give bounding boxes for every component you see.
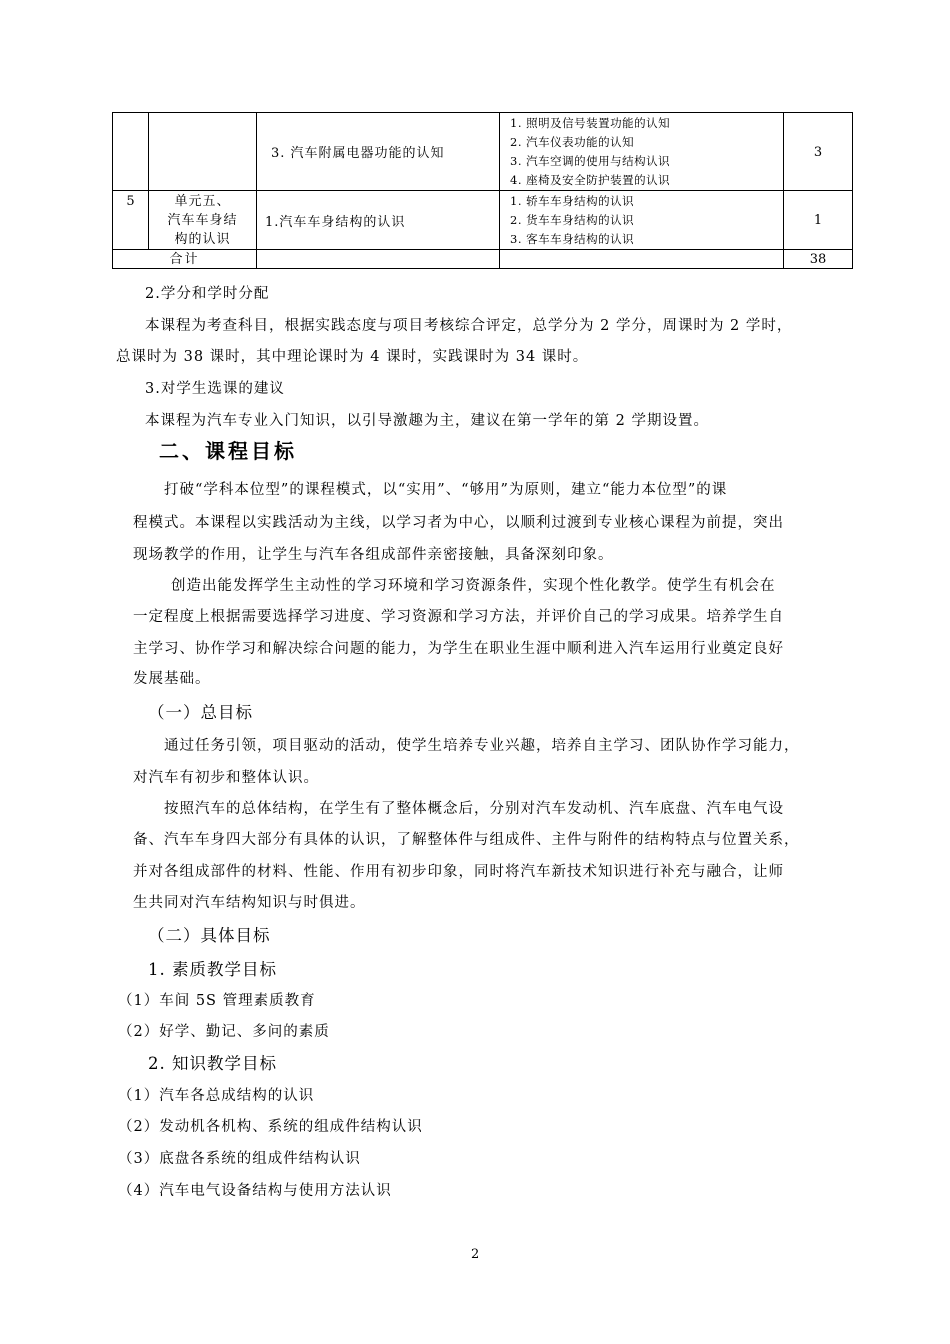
paragraph-line: 本课程为考查科目，根据实践态度与项目考核综合评定，总学分为 2 学分，周课时为 2 学时， [145,318,793,334]
paragraph-line: 通过任务引领，项目驱动的活动，使学生培养专业兴趣，培养自主学习、团队协作学习能力， [164,738,800,754]
goal-heading: 2. 知识教学目标 [148,1054,277,1073]
list-item: 3. 汽车空调的使用与结构认识 [510,153,671,168]
paragraph-line: 发展基础。 [133,671,211,687]
hours-value: 3 [813,144,823,160]
subsection-heading: （一）总目标 [148,703,253,722]
paragraph-line: 程模式。本课程以实践活动为主线，以学习者为中心，以顺利过渡到专业核心课程为前提，突出 [133,515,784,531]
cell-task [257,191,500,250]
paragraph-line: 主学习、协作学习和解决综合问题的能力，为学生在职业生涯中顺利进入汽车运用行业奠定良好 [133,641,784,657]
unit-line: 构的认识 [174,231,231,247]
paragraph-line: 总课时为 38 课时，其中理论课时为 4 课时，实践课时为 34 课时。 [116,349,589,365]
section-heading: 2.学分和学时分配 [145,286,270,302]
cell-items [500,191,784,250]
paragraph-line: 对汽车有初步和整体认识。 [133,770,319,786]
unit-line: 汽车车身结 [167,212,238,228]
list-item: （3）底盘各系统的组成件结构认识 [118,1151,361,1167]
list-item: （2）好学、勤记、多问的素质 [118,1024,330,1040]
list-item: 4. 座椅及安全防护装置的认识 [510,172,671,187]
task-text: 3. 汽车附属电器功能的认知 [271,146,445,161]
paragraph-line: 本课程为汽车专业入门知识，以引导激趣为主，建议在第一学年的第 2 学期设置。 [145,413,709,429]
cell-unit [149,191,257,250]
goal-heading: 1. 素质教学目标 [148,960,277,979]
course-table [112,112,853,269]
paragraph-line: 备、汽车车身四大部分有具体的认识，了解整体件与组成件、主件与附件的结构特点与位置关系， [133,832,800,848]
paragraph-line: 生共同对汽车结构知识与时俱进。 [133,895,366,911]
cell-unit [149,113,257,191]
cell-empty [257,250,500,269]
table-row-total [113,250,853,269]
section-heading: 3.对学生选课的建议 [145,381,285,397]
row-number: 5 [126,194,135,209]
list-item: 3. 客车车身结构的认识 [510,231,635,246]
list-item: 1. 轿车车身结构的认识 [510,193,635,208]
paragraph-line: 按照汽车的总体结构，在学生有了整体概念后，分别对汽车发动机、汽车底盘、汽车电气设 [164,801,784,817]
chapter-title: 二、课程目标 [159,439,297,463]
paragraph-line: 创造出能发挥学生主动性的学习环境和学习资源条件，实现个性化教学。使学生有机会在 [171,578,776,594]
cell-no [113,113,149,191]
total-hours: 38 [809,252,827,267]
paragraph-line: 并对各组成部件的材料、性能、作用有初步印象，同时将汽车新技术知识进行补充与融合，让师 [133,864,784,880]
cell-hours [784,191,853,250]
total-label: 合计 [169,252,200,267]
unit-line: 单元五、 [174,193,231,209]
cell-total-label [113,250,257,269]
hours-value: 1 [813,213,823,228]
cell-total-hours [784,250,853,269]
cell-hours [784,113,853,191]
cell-empty [500,250,784,269]
subsection-heading: （二）具体目标 [148,926,271,945]
cell-task [257,113,500,191]
table-row [113,113,853,191]
list-item: 2. 汽车仪表功能的认知 [510,134,635,149]
list-item: （1）车间 5S 管理素质教育 [118,993,316,1009]
cell-items [500,113,784,191]
list-item: 2. 货车车身结构的认识 [510,212,635,227]
paragraph-line: 一定程度上根据需要选择学习进度、学习资源和学习方法，并评价自己的学习成果。培养学生自 [133,609,784,625]
list-item: （2）发动机各机构、系统的组成件结构认识 [118,1119,423,1135]
list-item: （1）汽车各总成结构的认识 [118,1088,315,1104]
task-text: 1.汽车车身结构的认识 [265,214,406,230]
list-item: （4）汽车电气设备结构与使用方法认识 [118,1183,392,1199]
paragraph-line: 现场教学的作用，让学生与汽车各组成部件亲密接触，具备深刻印象。 [133,547,614,563]
table-row [113,191,853,250]
cell-no [113,191,149,250]
paragraph-line: 打破“学科本位型”的课程模式，以“实用”、“够用”为原则，建立“能力本位型”的课 [164,482,728,498]
list-item: 1. 照明及信号装置功能的认知 [510,115,671,130]
page-number: 2 [471,1247,480,1262]
